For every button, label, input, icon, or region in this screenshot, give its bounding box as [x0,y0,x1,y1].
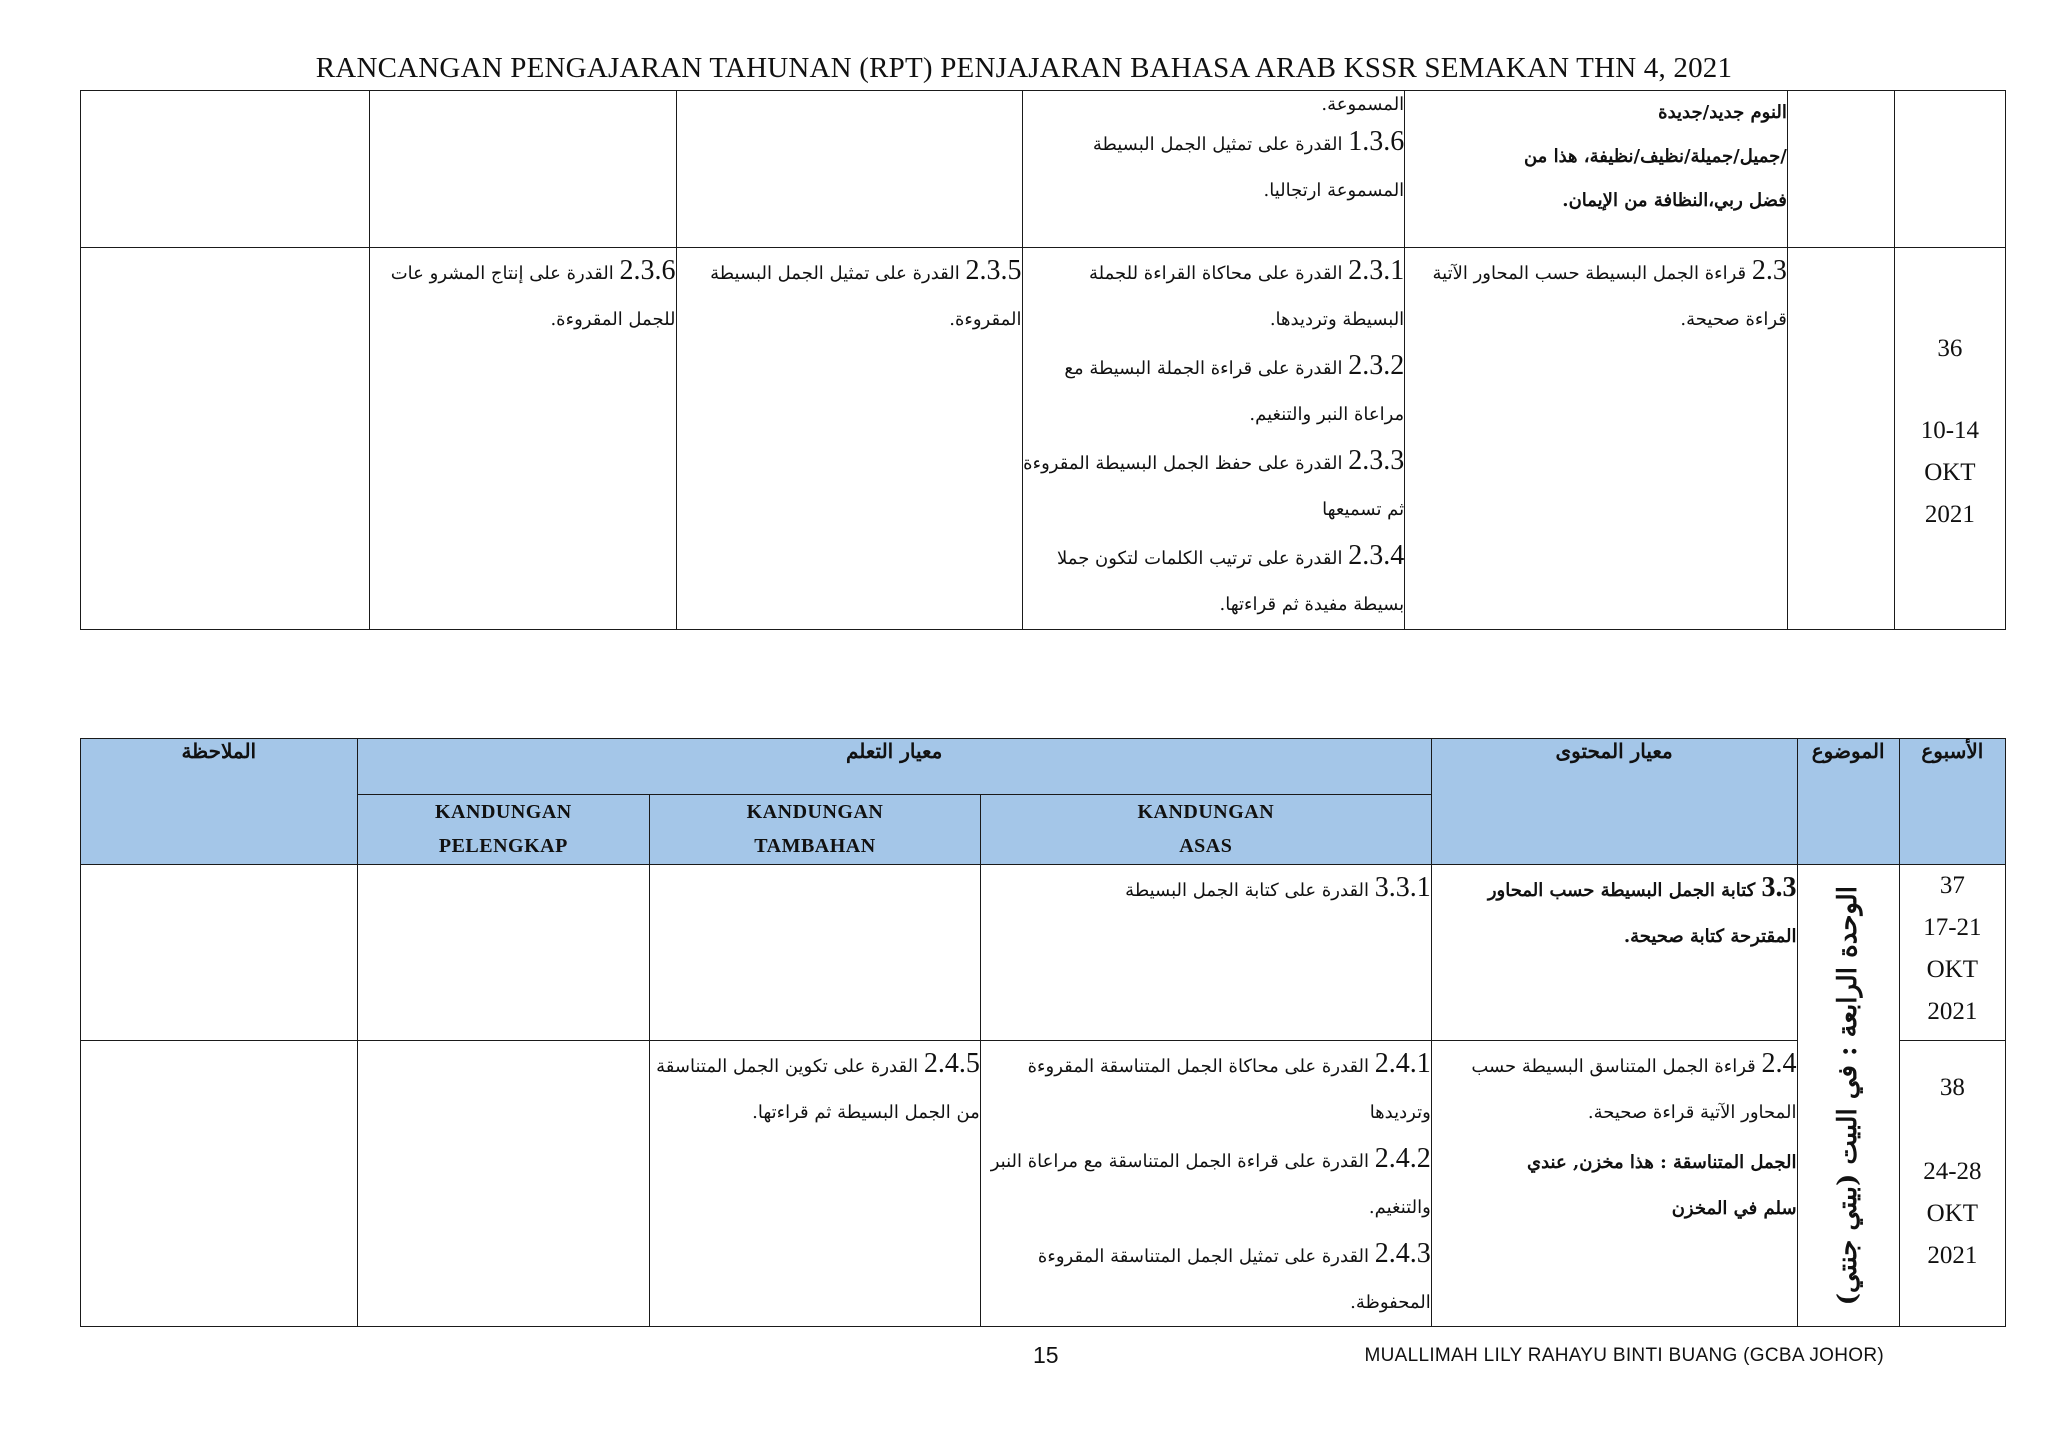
asas-text: القدرة على قراءة الجمل المتناسقة مع مراعاة النبر والتنغيم. [990,1151,1431,1218]
content-text: النوم جديد/جديدة [1658,102,1787,123]
week-year: 2021 [1927,1242,1978,1269]
footer-author: MUALLIMAH LILY RAHAYU BINTI BUANG (GCBA JOHOR) [1364,1345,1884,1366]
table-row [81,248,2006,630]
week-number: 37 [1939,872,1965,899]
content-standard-cell [1405,91,1788,248]
asas-cell [980,865,1431,1041]
topic-cell [1787,248,1894,630]
table-row [81,1041,2006,1327]
content-text: قراءة الجمل المتناسق البسيطة حسب المحاور الآتية قراءة صحيحة. [1471,1056,1797,1123]
standard-number: 2.4.1 [1374,1048,1431,1079]
pelengkap-cell [357,1041,650,1327]
week-cell [1899,1041,2005,1327]
standard-number: 2.4 [1761,1048,1797,1079]
content-text: كتابة الجمل البسيطة حسب المحاور المقترحة كتابة صحيحة. [1487,880,1797,947]
header-asas-line2: ASAS [1179,835,1233,857]
week-month: OKT [1924,459,1976,486]
asas-cell [980,1041,1431,1327]
standard-number: 3.3.1 [1374,872,1431,903]
standard-number: 2.3.1 [1348,255,1405,286]
asas-cell [1022,248,1405,630]
content-standard-cell [1431,1041,1797,1327]
asas-text: القدرة على محاكاة الجمل المتناسقة المقروءة وترديدها [1027,1056,1431,1123]
standard-number: 2.4.5 [923,1048,980,1079]
header-asas [980,795,1431,865]
week-dates: 17-21 [1923,914,1982,941]
standard-number: 2.3.2 [1348,350,1405,381]
asas-text: القدرة على كتابة الجمل البسيطة [1125,880,1370,901]
content-example-text: الجمل المتناسقة : هذا مخزن, عندي [1527,1152,1797,1173]
standard-number: 2.4.2 [1374,1143,1431,1174]
rpt-table [80,738,2006,1327]
standard-number: 2.3.3 [1348,445,1405,476]
pelengkap-cell [370,248,676,630]
rpt-table-continued [80,90,2006,630]
header-pelengkap-line1: KANDUNGAN [435,801,572,823]
week-cell [1894,248,2005,630]
standard-number: 2.3 [1751,255,1787,286]
content-standard-cell [1405,248,1788,630]
table-header-row [81,739,2006,795]
content-text: قراءة الجمل البسيطة حسب المحاور الآتية قراءة صحيحة. [1432,263,1787,330]
standard-number: 2.3.6 [619,255,676,286]
week-dates: 10-14 [1920,417,1980,444]
topic-text: الوحدة الرابعة : في البيت (بيتي جنتي) [1833,885,1864,1306]
week-month: OKT [1926,1200,1979,1227]
asas-text: القدرة على تمثيل الجمل البسيطة المسموعة ارتجاليا. [1092,134,1405,201]
tambahan-cell [676,248,1022,630]
tambahan-text: القدرة على تكوين الجمل المتناسقة من الجمل البسيطة ثم قراءتها. [656,1056,980,1123]
table-row [81,91,2006,248]
content-text: فضل ربي،النظافة من الإيمان. [1562,190,1787,211]
header-notes: الملاحظة [81,739,358,865]
asas-text: القدرة على محاكاة القراءة للجملة البسيطة وترديدها. [1088,263,1405,330]
asas-text: القدرة على قراءة الجملة البسيطة مع مراعاة النبر والتنغيم. [1064,358,1405,425]
standard-number: 3.3 [1761,872,1797,903]
header-tambahan-line1: KANDUNGAN [746,801,884,823]
header-tambahan-line2: TAMBAHAN [754,835,876,857]
asas-text: القدرة على ترتيب الكلمات لتكون جملا بسيطة مفيدة ثم قراءتها. [1057,548,1405,615]
content-standard-cell [1431,865,1797,1041]
tambahan-cell [650,865,981,1041]
standard-number: 2.4.3 [1374,1238,1431,1269]
header-week: الأسبوع [1899,739,2005,865]
week-cell [1899,865,2005,1041]
week-number: 36 [1937,335,1963,362]
standard-number: 2.3.5 [965,255,1022,286]
notes-cell [81,248,370,630]
topic-cell [1797,865,1899,1327]
page-number: 15 [1033,1342,1059,1368]
header-tambahan [650,795,981,865]
notes-cell [81,91,370,248]
header-topic: الموضوع [1797,739,1899,865]
week-dates: 24-28 [1923,1158,1982,1185]
header-pelengkap [357,795,650,865]
week-cell [1894,91,2005,248]
header-asas-line1: KANDUNGAN [1137,801,1275,823]
tambahan-cell [676,91,1022,248]
pelengkap-cell [357,865,650,1041]
tambahan-text: القدرة على تمثيل الجمل البسيطة المقروءة. [710,263,1022,330]
pelengkap-text: القدرة على إنتاج المشرو عات للجمل المقروءة. [390,263,676,330]
topic-cell [1787,91,1894,248]
content-example-text: سلم في المخزن [1671,1198,1797,1219]
week-year: 2021 [1924,501,1975,528]
notes-cell [81,865,358,1041]
asas-cell [1022,91,1405,248]
week-year: 2021 [1927,998,1978,1025]
standard-number: 1.3.6 [1348,126,1405,157]
asas-text: القدرة على حفظ الجمل البسيطة المقروءة ثم تسميعها [1023,453,1405,520]
asas-text: المسموعة. [1321,94,1405,115]
pelengkap-cell [370,91,676,248]
standard-number: 2.3.4 [1348,540,1405,571]
tambahan-cell [650,1041,981,1327]
week-month: OKT [1926,956,1979,983]
header-pelengkap-line2: PELENGKAP [438,835,568,857]
table-row [81,865,2006,1041]
asas-text: القدرة على تمثيل الجمل المتناسقة المقروءة المحفوظة. [1037,1246,1431,1313]
notes-cell [81,1041,358,1327]
week-number: 38 [1939,1074,1965,1101]
header-content-standard: معيار المحتوى [1431,739,1797,865]
page-title: RANCANGAN PENGAJARAN TAHUNAN (RPT) PENJAJARAN BAHASA ARAB KSSR SEMAKAN THN 4, 2021 [315,52,1733,84]
content-text: /جميل/جميلة/نظيف/نظيفة، هذا من [1523,146,1787,167]
header-learning-standard: معيار التعلم [357,739,1431,795]
